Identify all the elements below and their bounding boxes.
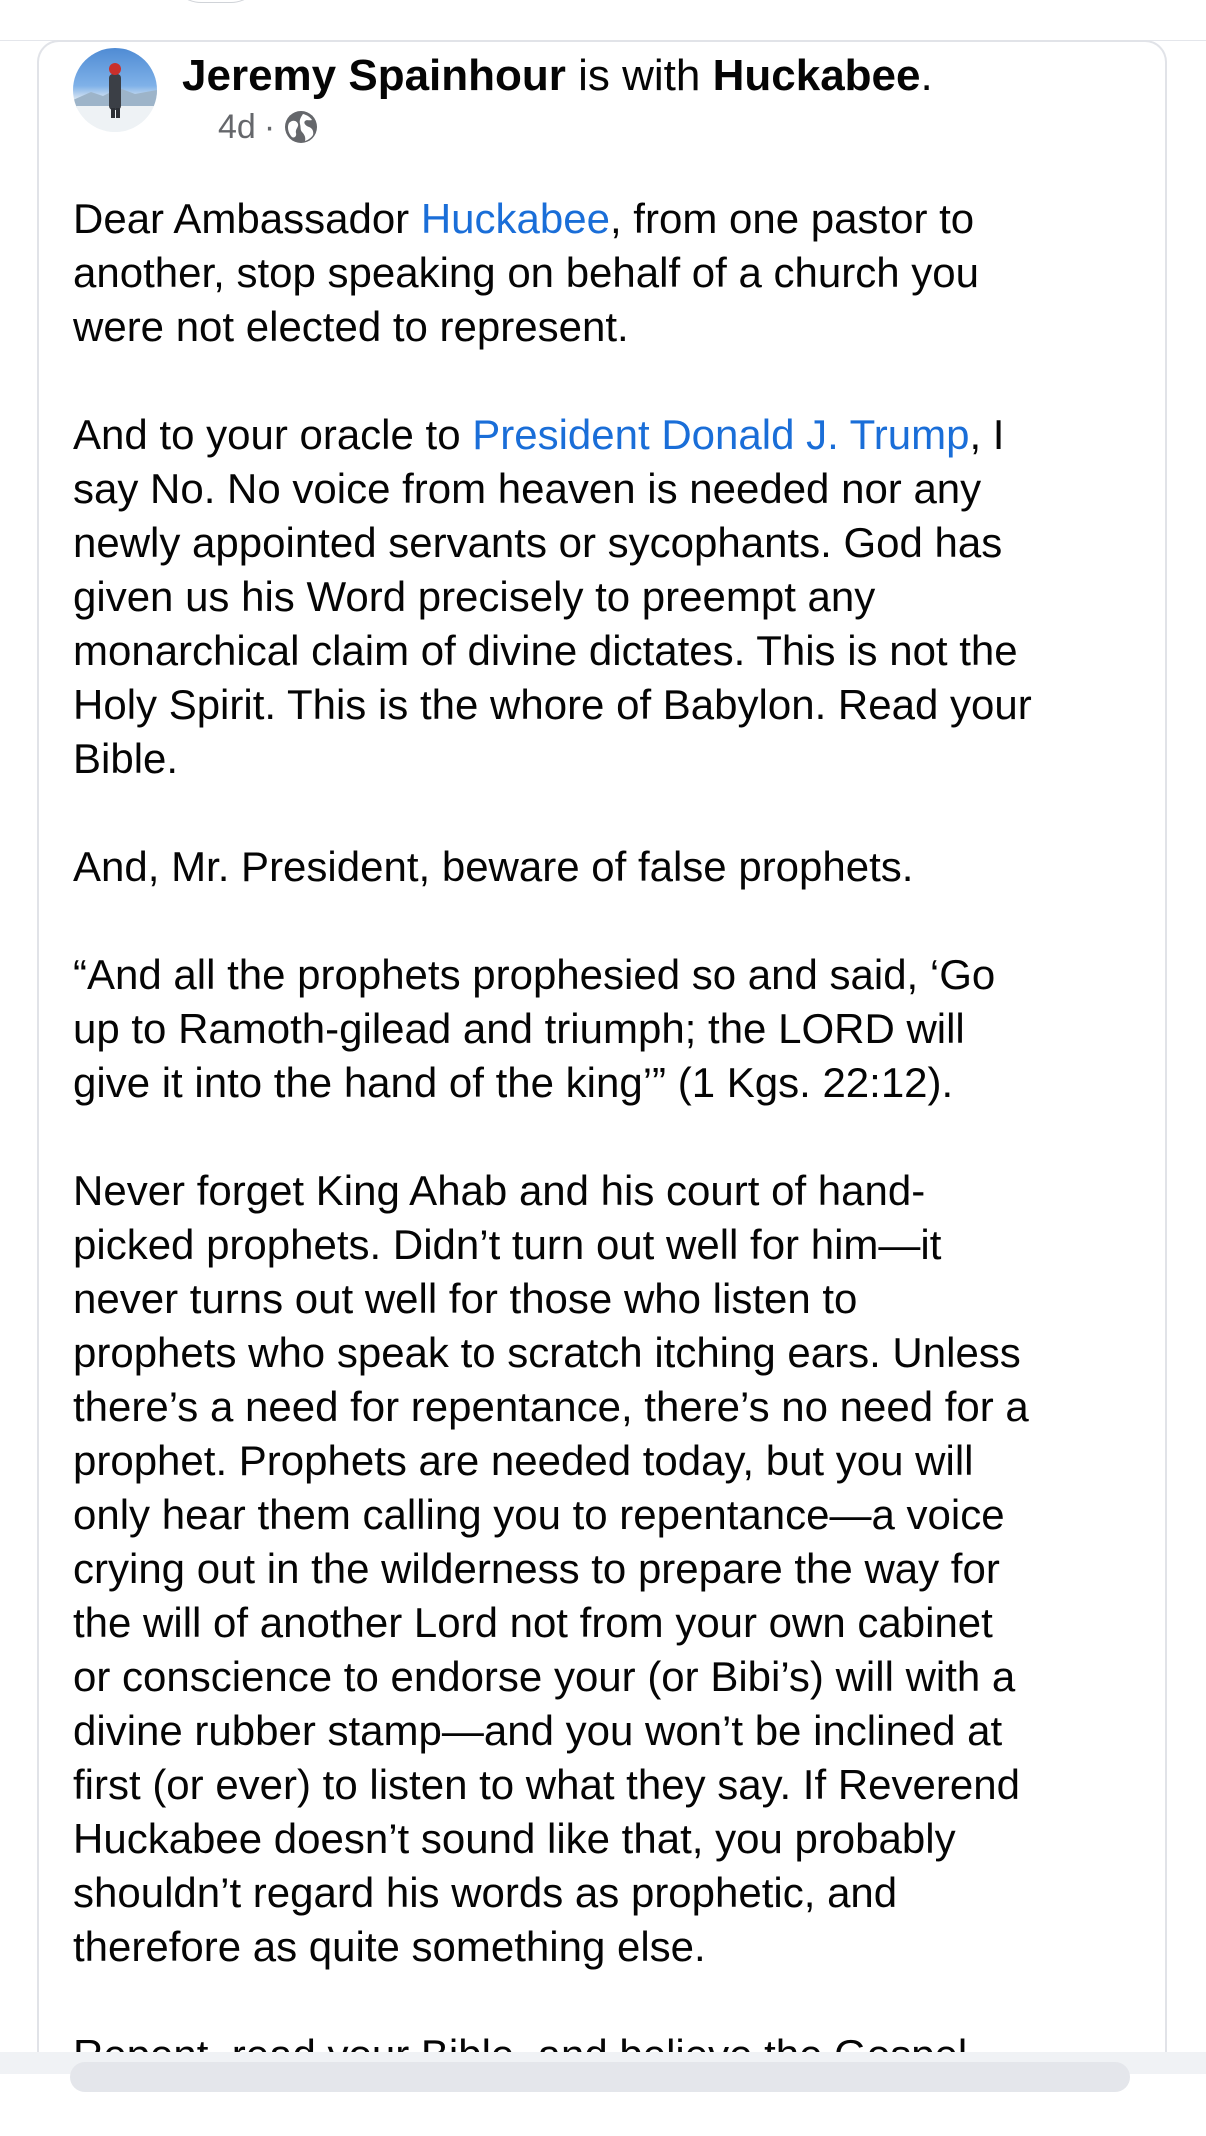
previous-item-edge	[170, 0, 262, 3]
top-strip	[0, 0, 1206, 41]
text-segment: the will of another Lord not from your own cabinet	[73, 1599, 993, 1646]
post-text-line	[73, 1866, 1153, 1920]
text-segment: another, stop speaking on behalf of a church you	[73, 249, 979, 296]
post-text-line	[73, 570, 1153, 624]
post-paragraph	[73, 192, 1153, 354]
post-text-line	[73, 300, 1153, 354]
post-text-line	[73, 1272, 1153, 1326]
avatar-photo-icon	[73, 48, 157, 132]
post-paragraph	[73, 408, 1153, 786]
post-text-line	[73, 732, 1153, 786]
text-segment: therefore as quite something else.	[73, 1923, 706, 1970]
post-text-line	[73, 1596, 1153, 1650]
post-header	[73, 44, 1133, 154]
text-segment: crying out in the wilderness to prepare the way for	[73, 1545, 1000, 1592]
post-paragraph	[73, 840, 1153, 894]
avatar[interactable]	[73, 48, 157, 132]
text-segment: newly appointed servants or sycophants. God has	[73, 519, 1003, 566]
text-segment: “And all the prophets prophesied so and said, ‘Go	[73, 951, 996, 998]
text-segment: , I	[969, 411, 1005, 458]
text-segment: or conscience to endorse your (or Bibi’s) will with a	[73, 1653, 1016, 1700]
post-text-line	[73, 1164, 1153, 1218]
text-segment: up to Ramoth-gilead and triumph; the LORD will	[73, 1005, 965, 1052]
post-text-line	[73, 246, 1153, 300]
post-text-line	[73, 1002, 1153, 1056]
text-segment: were not elected to represent.	[73, 303, 629, 350]
post-text-line	[73, 840, 1153, 894]
tagged-name[interactable]: Huckabee	[712, 51, 921, 100]
text-segment: shouldn’t regard his words as prophetic, and	[73, 1869, 898, 1916]
globe-icon[interactable]	[283, 109, 319, 145]
post-text-line	[73, 462, 1153, 516]
text-segment: Never forget King Ahab and his court of hand-	[73, 1167, 926, 1214]
text-segment: never turns out well for those who listen to	[73, 1275, 858, 1322]
post-text-line	[73, 624, 1153, 678]
post-card	[37, 40, 1167, 2074]
text-segment: only hear them calling you to repentance—a voice	[73, 1491, 1005, 1538]
text-segment: give it into the hand of the king’” (1 Kgs. 22:12).	[73, 1059, 954, 1106]
post-paragraph	[73, 948, 1153, 1110]
post-body	[73, 192, 1153, 2136]
post-text-line	[73, 1812, 1153, 1866]
post-text-line	[73, 678, 1153, 732]
post-text-line	[73, 516, 1153, 570]
post-text-line	[73, 1542, 1153, 1596]
post-paragraph	[73, 1164, 1153, 1974]
post-text-line	[73, 1650, 1153, 1704]
mention-link[interactable]: Huckabee	[420, 195, 610, 242]
text-segment: Bible.	[73, 735, 179, 782]
text-segment: divine rubber stamp—and you won’t be inclined at	[73, 1707, 1003, 1754]
post-text-line	[73, 1380, 1153, 1434]
text-segment: there’s a need for repentance, there’s no need for a	[73, 1383, 1029, 1430]
text-segment: And, Mr. President, beware of false prophets.	[73, 843, 914, 890]
text-segment: Dear Ambassador	[73, 195, 421, 242]
post-text-line	[73, 192, 1153, 246]
with-text: is with	[565, 51, 713, 100]
bottom-bar	[0, 2052, 1206, 2074]
post-text-line	[73, 1434, 1153, 1488]
post-meta	[218, 106, 319, 148]
text-segment: given us his Word precisely to preempt any	[73, 573, 876, 620]
post-text-line	[73, 1758, 1153, 1812]
post-text-line	[73, 948, 1153, 1002]
text-segment: say No. No voice from heaven is needed nor any	[73, 465, 982, 512]
meta-separator: ·	[263, 108, 276, 146]
post-text-line	[73, 1056, 1153, 1110]
author-line	[182, 48, 933, 104]
mention-link[interactable]: President Donald J. Trump	[472, 411, 970, 458]
text-segment: And to your oracle to	[73, 411, 473, 458]
text-segment: picked prophets. Didn’t turn out well for him—it	[73, 1221, 942, 1268]
post-time[interactable]: 4d	[218, 108, 256, 146]
post-text-line	[73, 1488, 1153, 1542]
post-text-line	[73, 1704, 1153, 1758]
text-segment: Huckabee doesn’t sound like that, you probably	[73, 1815, 956, 1862]
text-segment: monarchical claim of divine dictates. This is not the	[73, 627, 1018, 674]
post-text-line	[73, 408, 1153, 462]
text-segment: first (or ever) to listen to what they say. If Reverend	[73, 1761, 1020, 1808]
post-text-line	[73, 1218, 1153, 1272]
comment-bar[interactable]	[70, 2062, 1130, 2092]
post-text-line	[73, 1326, 1153, 1380]
text-segment: prophets who speak to scratch itching ears. Unless	[73, 1329, 1021, 1376]
text-segment: Holy Spirit. This is the whore of Babylon. Read your	[73, 681, 1032, 728]
text-segment: , from one pastor to	[609, 195, 975, 242]
period: .	[920, 51, 933, 100]
post-text-line	[73, 1920, 1153, 1974]
text-segment: prophet. Prophets are needed today, but you will	[73, 1437, 974, 1484]
author-name[interactable]: Jeremy Spainhour	[182, 51, 566, 100]
